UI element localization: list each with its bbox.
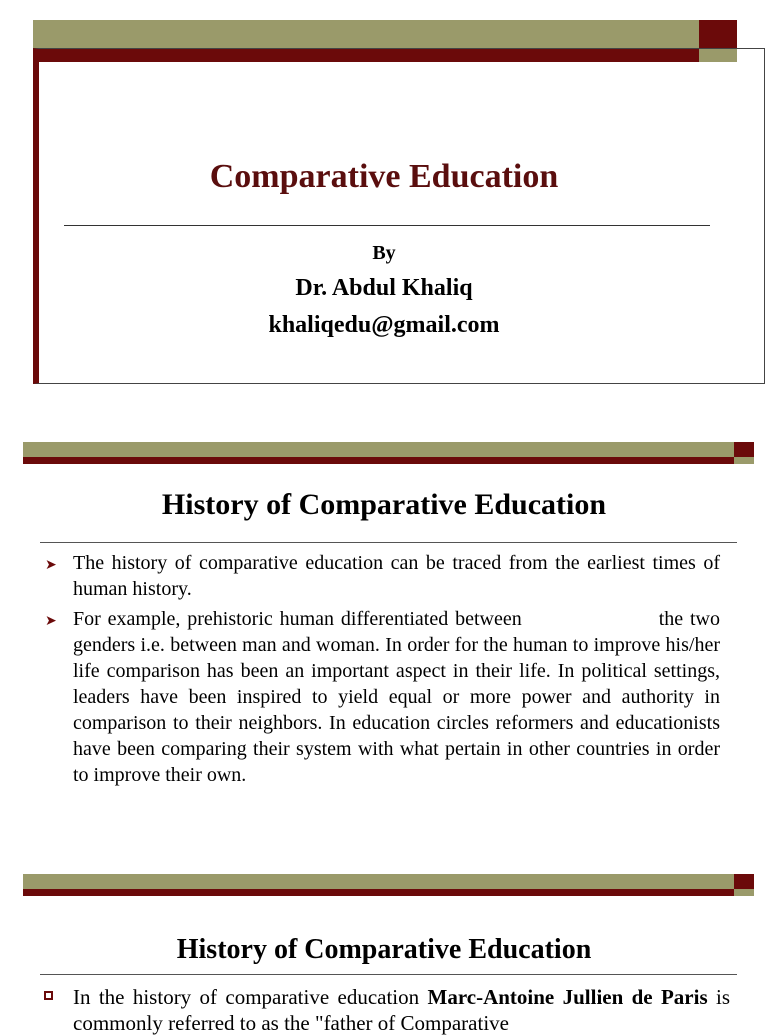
author-name: Dr. Abdul Khaliq: [295, 275, 473, 301]
title-divider: [40, 974, 737, 975]
slide-3-title: History of Comparative Education: [176, 934, 592, 965]
title-divider: [40, 542, 737, 543]
slide-2: [0, 440, 768, 840]
slide-1: [0, 0, 768, 400]
corner-square-olive: [734, 889, 754, 896]
bullet-text-rest: is commonly referred to as the "father of Comparative: [73, 985, 730, 1035]
title-divider: [64, 225, 710, 226]
by-label: By: [372, 242, 396, 264]
bullet-text-prefix: In the history of comparative education: [73, 985, 428, 1009]
corner-square-maroon: [699, 20, 737, 48]
slide-2-title: History of Comparative Education: [161, 488, 607, 521]
hollow-square-icon: [44, 991, 53, 1000]
header-bar-maroon: [23, 889, 734, 896]
slide-3: [0, 872, 768, 1035]
bullet-text-bold: Marc-Antoine Jullien de Paris: [427, 985, 708, 1009]
header-bar-olive: [23, 442, 734, 457]
arrowhead-icon: ➤: [45, 558, 57, 573]
bullet-item: The history of comparative education can be traced from the earliest times of human history.: [73, 552, 720, 600]
bullet-item: [73, 984, 730, 1036]
slide-1-title: Comparative Education: [209, 158, 559, 195]
arrowhead-icon: ➤: [45, 614, 57, 629]
corner-square-maroon: [734, 874, 754, 889]
header-bar-maroon: [23, 457, 734, 464]
corner-square-olive: [734, 457, 754, 464]
author-email: khaliqedu@gmail.com: [268, 312, 500, 338]
bullet-item: For example, prehistoric human differentiated between the two genders i.e. between man and woman. In order for the human to improve his/her life comparison has been an important aspect in their life. In political settings, leaders have been inspired to yield equal or more power and authority in comparison to their neighbors. In education circles reformers and educationists have been comparing their system with what pertain in other countries in order to improve their own.: [73, 608, 725, 786]
header-bar-olive: [33, 20, 699, 48]
corner-square-maroon: [734, 442, 754, 457]
header-bar-olive: [23, 874, 734, 889]
